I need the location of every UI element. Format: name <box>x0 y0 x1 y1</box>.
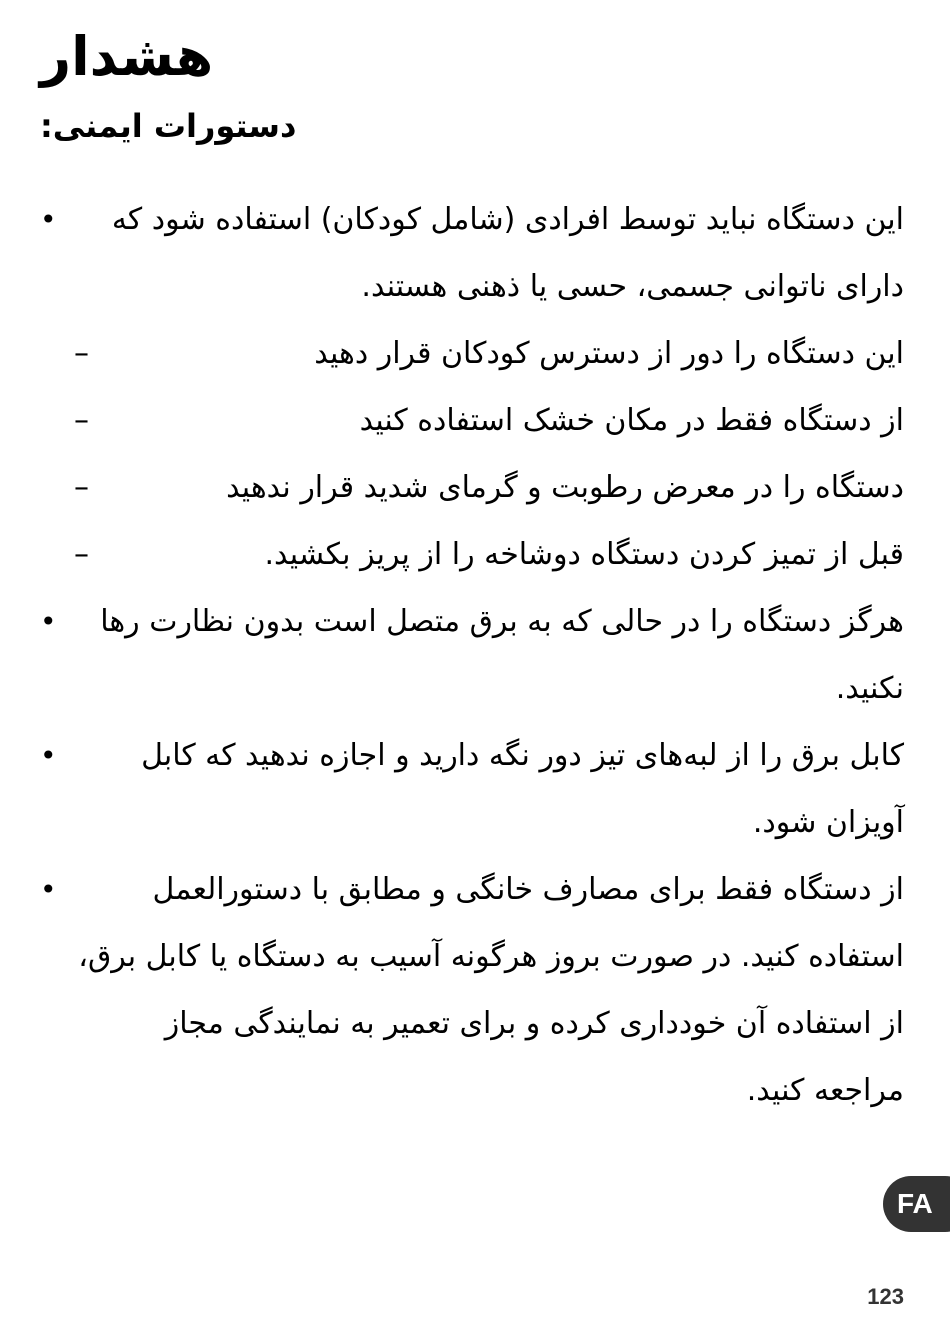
sub-list-item <box>74 521 904 588</box>
safety-instructions-subheading: دستورات ایمنی: <box>40 107 297 145</box>
sub-list-item <box>74 387 904 454</box>
safety-list <box>40 186 904 1124</box>
list-item <box>40 722 904 856</box>
sub-list-item <box>74 454 904 521</box>
language-tab: FA <box>883 1176 950 1232</box>
dash-marker: – <box>74 336 89 371</box>
dash-marker: – <box>74 470 89 505</box>
list-item-text: از دستگاه فقط برای مصارف خانگی و مطابق با دستورالعمل استفاده کنید. در صورت بروز هرگونه آسیب به دستگاه یا کابل برق، از استفاده آن خودداری کرده و برای تعمیر به نمایندگی مجاز مراجعه کنید. <box>78 872 904 1108</box>
list-item-text: هرگز دستگاه را در حالی که به برق متصل است بدون نظارت رها نکنید. <box>100 604 904 706</box>
page-number: 123 <box>867 1284 904 1309</box>
sub-list-item-text: از دستگاه فقط در مکان خشک استفاده کنید <box>359 403 904 438</box>
list-item-text: کابل برق را از لبه‌های تیز دور نگه دارید و اجازه ندهید که کابل آویزان شود. <box>141 738 904 840</box>
bullet-icon: • <box>40 739 57 772</box>
list-item <box>40 588 904 722</box>
list-item <box>40 856 904 1124</box>
list-item-text: این دستگاه نباید توسط افرادی (شامل کودکان) استفاده شود که دارای ناتوانی جسمی، حسی یا ذهنی هستند. <box>111 202 904 304</box>
sub-list-item <box>74 320 904 387</box>
sub-list-item-text: این دستگاه را دور از دسترس کودکان قرار دهید <box>314 336 904 371</box>
sub-list-item-text: قبل از تمیز کردن دستگاه دوشاخه را از پریز بکشید. <box>264 537 904 572</box>
dash-marker: – <box>74 537 89 572</box>
warning-heading: هشدار <box>40 25 214 88</box>
dash-marker: – <box>74 403 89 438</box>
bullet-icon: • <box>40 605 57 638</box>
bullet-icon: • <box>40 203 57 236</box>
sub-list-item-text: دستگاه را در معرض رطوبت و گرمای شدید قرار ندهید <box>226 470 904 505</box>
bullet-icon: • <box>40 873 57 906</box>
list-item <box>40 186 904 320</box>
